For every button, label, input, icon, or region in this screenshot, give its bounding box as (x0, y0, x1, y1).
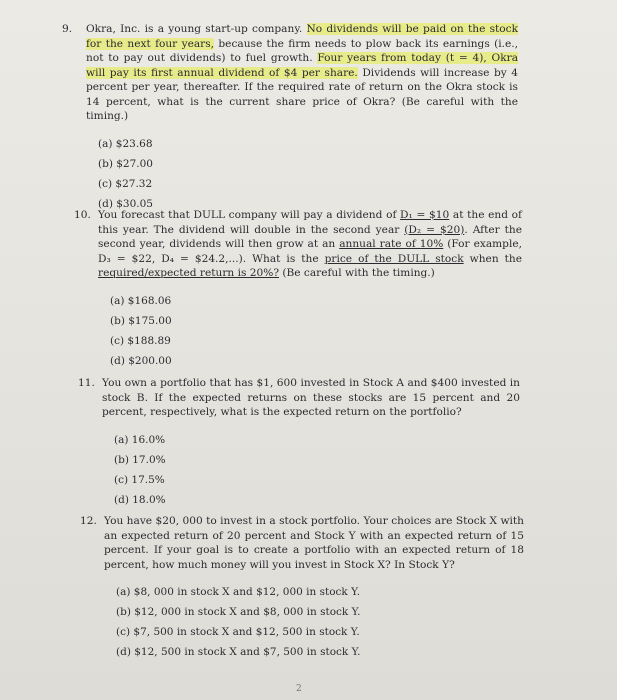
option-b[interactable]: (b) 17.0% (114, 453, 166, 466)
question-12 (80, 514, 524, 662)
option-a[interactable]: (a) $168.06 (110, 294, 172, 307)
underline: price of the DULL stock (324, 252, 464, 265)
question-number: 9. (62, 23, 73, 35)
question-number: 10. (74, 209, 91, 221)
highlight: Four years from today (t = 4), Okra will pay its first annual dividend of $4 per share. (86, 52, 519, 79)
question-text: You have $20, 000 to invest in a stock portfolio. Your choices are Stock X with an expected return of 20 percent and Stock Y with an expected return of 15 percent. If your goal is to create a portfolio with an expected return of 18 percent, how much money will you invest in Stock X? In Stock Y? (104, 515, 524, 571)
option-c[interactable]: (c) $27.32 (98, 177, 153, 190)
options (116, 582, 524, 662)
options (110, 291, 522, 371)
option-d[interactable]: (d) $200.00 (110, 354, 172, 367)
option-b[interactable]: (b) $12, 000 in stock X and $8, 000 in stock Y. (116, 606, 361, 618)
option-d[interactable]: (d) $12, 500 in stock X and $7, 500 in stock Y. (116, 646, 361, 658)
question-text: You forecast that DULL company will pay a dividend of D₁ = $10 at the end of this year. The dividend will double in the second year (D₂ = $20). After the second year, dividends will then grow at an annual rate of 10% (For example, D₃ = $22, D₄ = $24.2,...). What is the price of the DULL stock when the required/expected return is 20%? (Be careful with the timing.) (98, 209, 522, 279)
option-d[interactable]: (d) $30.05 (98, 197, 153, 210)
underline: required/expected return is 20%? (98, 267, 279, 279)
option-b[interactable]: (b) $175.00 (110, 314, 172, 327)
question-11 (78, 376, 520, 510)
option-c[interactable]: (c) $7, 500 in stock X and $12, 500 in stock Y. (116, 626, 360, 638)
options (98, 134, 518, 214)
question-text: Okra, Inc. is a young start-up company. No dividends will be paid on the stock for the next four years, because the firm needs to plow back its earnings (i.e., not to pay out dividends) to fuel growth. Four years from today (t = 4), Okra will pay its first annual dividend of $4 per share. Dividends will increase by 4 percent per year, thereafter. If the required rate of return on the Okra stock is 14 percent, what is the current share price of Okra? (Be careful with the timing.) (86, 23, 519, 122)
options (114, 430, 520, 510)
option-b[interactable]: (b) $27.00 (98, 157, 153, 170)
option-a[interactable]: (a) $23.68 (98, 137, 153, 150)
question-number: 11. (78, 377, 95, 389)
question-text: You own a portfolio that has $1, 600 invested in Stock A and $400 invested in stock B. If the expected returns on these stocks are 15 percent and 20 percent, respectively, what is the expected return on the portfolio? (102, 377, 520, 418)
underline: (D₂ = $20) (404, 223, 465, 236)
question-9 (62, 22, 519, 214)
underline: annual rate of 10% (339, 238, 444, 250)
option-c[interactable]: (c) 17.5% (114, 473, 165, 486)
option-c[interactable]: (c) $188.89 (110, 334, 171, 347)
page-number: 2 (296, 684, 302, 694)
underline: D₁ = $10 (400, 209, 450, 221)
option-a[interactable]: (a) 16.0% (114, 433, 166, 446)
question-number: 12. (80, 515, 97, 527)
highlight: No dividends will be paid on the stock for the next four years, (86, 23, 518, 50)
option-d[interactable]: (d) 18.0% (114, 493, 166, 506)
question-10 (74, 208, 522, 371)
option-a[interactable]: (a) $8, 000 in stock X and $12, 000 in stock Y. (116, 586, 361, 598)
